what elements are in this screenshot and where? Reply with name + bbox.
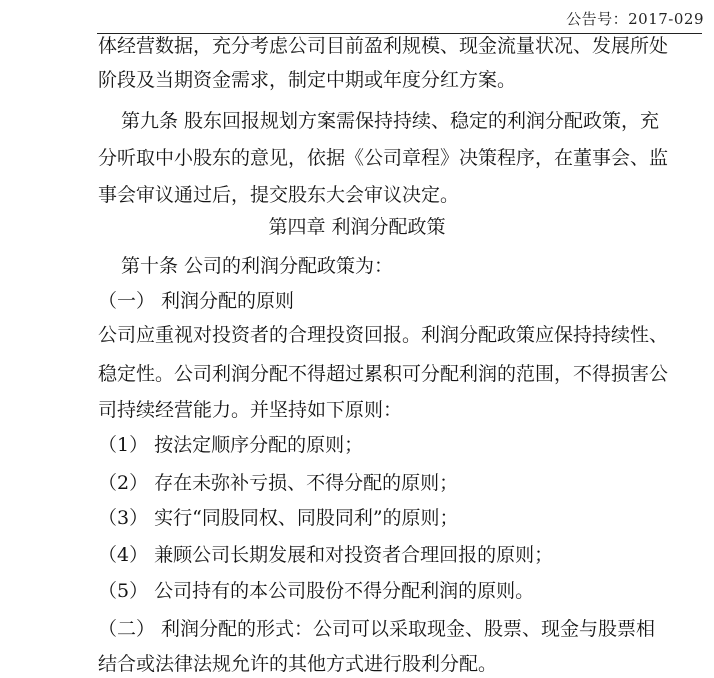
text-line: 稳定性。公司利润分配不得超过累积可分配利润的范围，不得损害公: [98, 363, 669, 385]
article-9-line: 第九条 股东回报规划方案需保持持续、稳定的利润分配政策，充: [121, 110, 660, 132]
section-heading: （一） 利润分配的原则: [98, 290, 295, 312]
text-line: 司持续经营能力。并坚持如下原则：: [98, 399, 403, 421]
text-line: 体经营数据，充分考虑公司目前盈利规模、现金流量状况、发展所处: [98, 35, 669, 57]
text-line: 分听取中小股东的意见，依据《公司章程》决策程序，在董事会、监: [98, 147, 669, 169]
text-line: 事会审议通过后，提交股东大会审议决定。: [98, 184, 460, 206]
section-heading: （二） 利润分配的形式：公司可以采取现金、股票、现金与股票相: [98, 618, 656, 640]
article-10-line: 第十条 公司的利润分配政策为：: [121, 255, 394, 277]
announcement-number: 公告号：2017-029: [566, 10, 704, 28]
list-item: （4） 兼顾公司长期发展和对投资者合理回报的原则；: [98, 544, 554, 566]
list-item: （1） 按法定顺序分配的原则；: [98, 434, 364, 456]
list-item: （5） 公司持有的本公司股份不得分配利润的原则。: [98, 580, 535, 602]
chapter-heading: 第四章 利润分配政策: [268, 216, 446, 238]
list-item: （2） 存在未弥补亏损、不得分配的原则；: [98, 472, 459, 494]
list-item: （3） 实行“同股同权、同股同利”的原则；: [98, 507, 459, 529]
text-line: 公司应重视对投资者的合理投资回报。利润分配政策应保持持续性、: [98, 324, 669, 346]
text-line: 阶段及当期资金需求，制定中期或年度分红方案。: [98, 69, 517, 91]
text-line: 结合或法律法规允许的其他方式进行股利分配。: [98, 653, 498, 675]
